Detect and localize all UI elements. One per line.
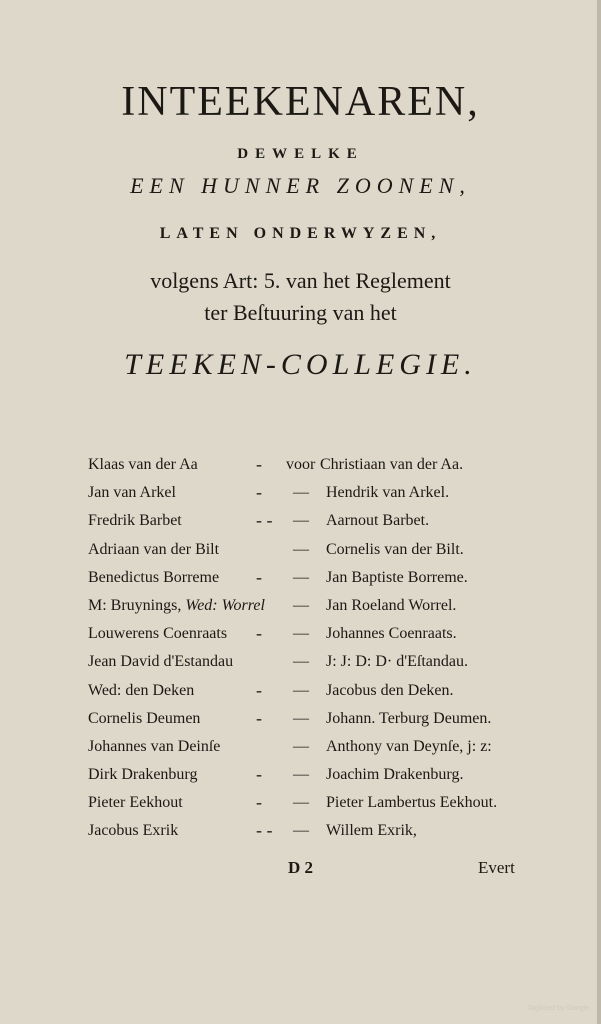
connector: — (293, 540, 309, 558)
list-item (88, 822, 528, 850)
son-name: Johannes Coenraats. (326, 625, 457, 643)
connector: voor (286, 456, 316, 473)
leader-dash: - - (256, 820, 273, 841)
list-item (88, 512, 528, 540)
page-title: INTEEKENAREN, (121, 79, 480, 125)
son-name: Pieter Lambertus Eekhout. (326, 794, 498, 812)
leader-dash: - (256, 566, 262, 587)
connector: — (293, 512, 309, 530)
list-item (88, 738, 528, 766)
list-item (88, 625, 528, 653)
subscriber-name (88, 456, 198, 474)
son-name: Christiaan van der Aa. (320, 456, 464, 473)
son-name: Willem Exrik, (326, 822, 417, 840)
subscriber-name (88, 484, 176, 502)
subscriber-name-text: Klaas van der Aa (88, 456, 198, 473)
son-name: Hendrik van Arkel. (326, 484, 450, 502)
subscriber-name-text: Pieter Eekhout (88, 794, 183, 812)
list-item (88, 597, 528, 625)
son-name: Johann. Terburg Deumen. (326, 709, 492, 727)
subscriber-name (88, 597, 265, 615)
connector: — (293, 484, 309, 502)
subscriber-name-text: Cornelis Deumen (88, 709, 201, 727)
subtitle-bestuuring: ter Beſtuuring van het (204, 300, 397, 325)
subscriber-name-italic: Wed: Worrel (185, 596, 265, 614)
list-item (88, 766, 528, 794)
subscriber-name (88, 794, 183, 812)
subscriber-name-text: Louwerens Coenraats (88, 625, 228, 643)
subscriber-name-text: Johannes van Deinſe (88, 737, 221, 755)
son-name: Jan Roeland Worrel. (326, 596, 457, 614)
subscriber-name (88, 710, 200, 728)
subscriber-list (88, 456, 528, 851)
subscriber-name-text: Fredrik Barbet (88, 512, 182, 530)
subtitle-zoonen: EEN HUNNER ZOONEN, (130, 173, 471, 198)
connector: — (293, 653, 309, 671)
leader-dash: - (256, 454, 262, 474)
list-item (88, 566, 528, 597)
connector: — (293, 681, 309, 699)
list-item (88, 653, 528, 681)
subscriber-name (88, 653, 233, 671)
leader-dash: - (256, 623, 262, 644)
subtitle-college: TEEKEN-COLLEGIE. (124, 348, 477, 381)
list-item (88, 484, 528, 512)
subscriber-name-text: Jean David d'Estandau (88, 653, 234, 671)
connector: — (293, 709, 309, 727)
connector: — (293, 625, 309, 643)
leader-dash: - (256, 679, 262, 700)
subscriber-name (88, 512, 182, 530)
son-name: Jan Baptiste Borreme. (326, 568, 468, 586)
subscriber-name-text: M: Bruynings, (88, 596, 182, 614)
list-item (88, 456, 528, 484)
subscriber-name (88, 766, 197, 784)
connector: — (293, 568, 309, 586)
subscriber-name (88, 738, 220, 756)
son-name: Cornelis van der Bilt. (326, 540, 464, 558)
leader-dash: - (256, 482, 262, 503)
subscriber-name (88, 822, 178, 840)
subtitle-reglement: volgens Art: 5. van het Reglement (150, 268, 451, 293)
son-name: Aarnout Barbet. (326, 512, 430, 530)
connector: — (293, 794, 309, 812)
leader-dash: - (256, 792, 262, 813)
leader-dash: - (256, 707, 262, 728)
subscriber-name-text: Benedictus Borreme (88, 568, 220, 586)
son-name: Jacobus den Deken. (326, 681, 454, 699)
son-name: Joachim Drakenburg. (326, 766, 464, 784)
leader-dash: - (256, 764, 262, 785)
subscriber-name (88, 541, 219, 559)
watermark: Digitized by Google (528, 1005, 589, 1012)
catchword: Evert (478, 858, 515, 877)
leader-dash: - - (256, 510, 273, 531)
subscriber-name (88, 569, 219, 587)
subscriber-name (88, 625, 227, 643)
subtitle-dewelke: DEWELKE (237, 146, 364, 162)
son-name: J: J: D: D· d'Eſtandau. (326, 653, 468, 671)
connector: — (293, 822, 309, 840)
connector: — (293, 596, 309, 614)
list-item (88, 707, 528, 738)
connector: — (293, 737, 309, 755)
subscriber-name-text: Dirk Drakenburg (88, 766, 198, 784)
son-name: Anthony van Deynſe, j: z: (326, 737, 492, 755)
subscriber-name-text: Jan van Arkel (88, 484, 176, 502)
list-item (88, 679, 528, 710)
subscriber-name-text: Adriaan van der Bilt (88, 540, 220, 558)
subtitle-onderwyzen: LATEN ONDERWYZEN, (159, 225, 442, 242)
list-item (88, 541, 528, 569)
connector: — (293, 766, 309, 784)
signature-mark: D 2 (288, 858, 314, 877)
subscriber-name-text: Wed: den Deken (88, 681, 195, 699)
list-item (88, 794, 528, 822)
subscriber-name-text: Jacobus Exrik (88, 822, 179, 840)
subscriber-name (88, 682, 194, 700)
